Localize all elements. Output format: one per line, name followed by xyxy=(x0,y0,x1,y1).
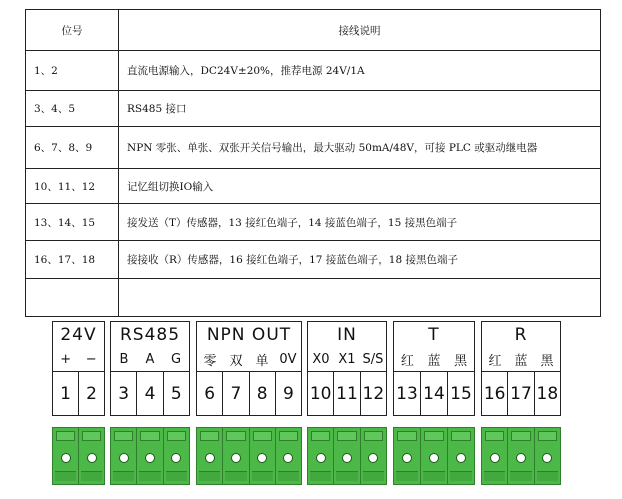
terminal-connector-24v xyxy=(52,427,105,485)
screw-icon xyxy=(368,453,378,463)
screw-icon xyxy=(231,453,241,463)
screw-icon xyxy=(205,453,215,463)
row-description: RS485 接口 xyxy=(119,91,601,127)
terminal-connector-t xyxy=(393,427,475,485)
terminal-signal: G xyxy=(170,351,182,367)
connector-slot xyxy=(250,428,276,484)
screw-icon xyxy=(257,453,267,463)
terminal-connector-in xyxy=(307,427,387,485)
header-position: 位号 xyxy=(26,10,119,51)
row-position: 6、7、8、9 xyxy=(26,127,119,169)
row-position: 13、14、15 xyxy=(26,204,119,241)
screw-icon xyxy=(342,453,352,463)
connector-slot xyxy=(137,428,163,484)
terminal-signal: − xyxy=(85,351,97,367)
table-row xyxy=(26,204,601,241)
screw-icon xyxy=(542,453,552,463)
terminal-signal: 双 xyxy=(229,353,243,369)
row-position: 10、11、12 xyxy=(26,169,119,204)
terminal-number: 3 xyxy=(111,372,137,415)
terminal-group-r xyxy=(481,321,561,416)
terminal-signal: 0V xyxy=(279,351,297,367)
connector-slot xyxy=(53,428,79,484)
terminal-connector-rs485 xyxy=(110,427,190,485)
connector-slot xyxy=(508,428,534,484)
terminal-number: 10 xyxy=(308,372,334,415)
terminal-group-name: RS485 xyxy=(119,325,181,345)
terminal-number: 13 xyxy=(394,372,421,415)
table-row xyxy=(26,169,601,204)
connector-slot xyxy=(421,428,448,484)
terminal-signal: B xyxy=(119,351,129,367)
row-position: 3、4、5 xyxy=(26,91,119,127)
wiring-table xyxy=(25,9,601,317)
terminal-signal: 黑 xyxy=(540,353,554,369)
row-description: 记忆组切换IO输入 xyxy=(119,169,601,204)
terminal-signal: X1 xyxy=(338,351,356,367)
row-description: 接接收（R）传感器，16 接红色端子，17 接蓝色端子，18 接黑色端子 xyxy=(119,241,601,279)
terminal-connector-npn-out xyxy=(196,427,302,485)
screw-icon xyxy=(61,453,71,463)
screw-icon xyxy=(402,453,412,463)
table-row xyxy=(26,241,601,279)
terminal-number: 8 xyxy=(250,372,276,415)
screw-icon xyxy=(516,453,526,463)
terminal-signal: 蓝 xyxy=(514,353,528,369)
terminal-signal: 红 xyxy=(400,353,414,369)
connector-slot xyxy=(197,428,223,484)
terminal-group-in xyxy=(307,321,387,416)
table-row xyxy=(26,51,601,91)
screw-icon xyxy=(145,453,155,463)
connector-slot xyxy=(535,428,560,484)
row-description: 接发送（T）传感器，13 接红色端子，14 接蓝色端子，15 接黑色端子 xyxy=(119,204,601,241)
terminal-number: 18 xyxy=(536,383,559,404)
terminal-group-rs485 xyxy=(110,321,190,416)
terminal-connector-r xyxy=(481,427,561,485)
terminal-number: 1 xyxy=(53,372,79,415)
screw-icon xyxy=(429,453,439,463)
terminal-signal: + xyxy=(60,351,72,367)
terminal-group-name: NPN OUT xyxy=(206,325,292,345)
terminal-group-name: 24V xyxy=(60,325,97,345)
terminal-signal: 蓝 xyxy=(427,353,441,369)
row-description: NPN 零张、单张、双张开关信号输出，最大驱动 50mA/48V，可接 PLC 或驱动继电器 xyxy=(119,127,601,169)
screw-icon xyxy=(87,453,97,463)
terminal-signal: S/S xyxy=(362,351,384,367)
row-position xyxy=(26,279,119,317)
row-position: 16、17、18 xyxy=(26,241,119,279)
terminal-number: 16 xyxy=(482,372,508,415)
terminal-group-t xyxy=(393,321,475,416)
table-row xyxy=(26,91,601,127)
connector-slot xyxy=(361,428,386,484)
row-description xyxy=(119,279,601,317)
terminal-signal: 红 xyxy=(488,353,502,369)
connector-slot xyxy=(482,428,508,484)
terminal-number: 5 xyxy=(170,383,182,404)
terminal-signal: 黑 xyxy=(454,353,468,369)
connector-slot xyxy=(276,428,301,484)
terminal-signal: 单 xyxy=(255,353,269,369)
terminal-signal: X0 xyxy=(312,351,330,367)
connector-slot xyxy=(111,428,137,484)
terminal-group-24v xyxy=(52,321,105,416)
terminal-number: 2 xyxy=(86,383,97,404)
header-description: 接线说明 xyxy=(119,10,601,51)
terminal-signal: A xyxy=(145,351,155,367)
screw-icon xyxy=(456,453,466,463)
connector-slot xyxy=(394,428,421,484)
row-position: 1、2 xyxy=(26,51,119,91)
connector-slot xyxy=(164,428,189,484)
connector-slot xyxy=(223,428,249,484)
terminal-group-npn-out xyxy=(196,321,302,416)
row-description: 直流电源输入，DC24V±20%，推荐电源 24V/1A xyxy=(119,51,601,91)
terminal-group-name: R xyxy=(514,325,528,345)
screw-icon xyxy=(490,453,500,463)
terminal-number: 11 xyxy=(334,372,360,415)
table-row xyxy=(26,127,601,169)
terminal-signal: 零 xyxy=(203,353,217,369)
terminal-number: 14 xyxy=(421,372,448,415)
screw-icon xyxy=(316,453,326,463)
connector-slot xyxy=(79,428,104,484)
connector-slot xyxy=(448,428,474,484)
terminal-number: 15 xyxy=(450,383,472,404)
terminal-group-name: T xyxy=(428,325,440,345)
terminal-number: 6 xyxy=(197,372,223,415)
terminal-number: 7 xyxy=(223,372,249,415)
terminal-number: 4 xyxy=(137,372,163,415)
table-row xyxy=(26,279,601,317)
terminal-number: 9 xyxy=(282,383,294,404)
screw-icon xyxy=(283,453,293,463)
connector-slot xyxy=(308,428,334,484)
screw-icon xyxy=(171,453,181,463)
terminal-group-name: IN xyxy=(337,325,357,345)
terminal-number: 12 xyxy=(362,383,385,404)
terminal-number: 17 xyxy=(508,372,534,415)
connector-slot xyxy=(334,428,360,484)
screw-icon xyxy=(119,453,129,463)
table-header-row xyxy=(26,10,601,51)
